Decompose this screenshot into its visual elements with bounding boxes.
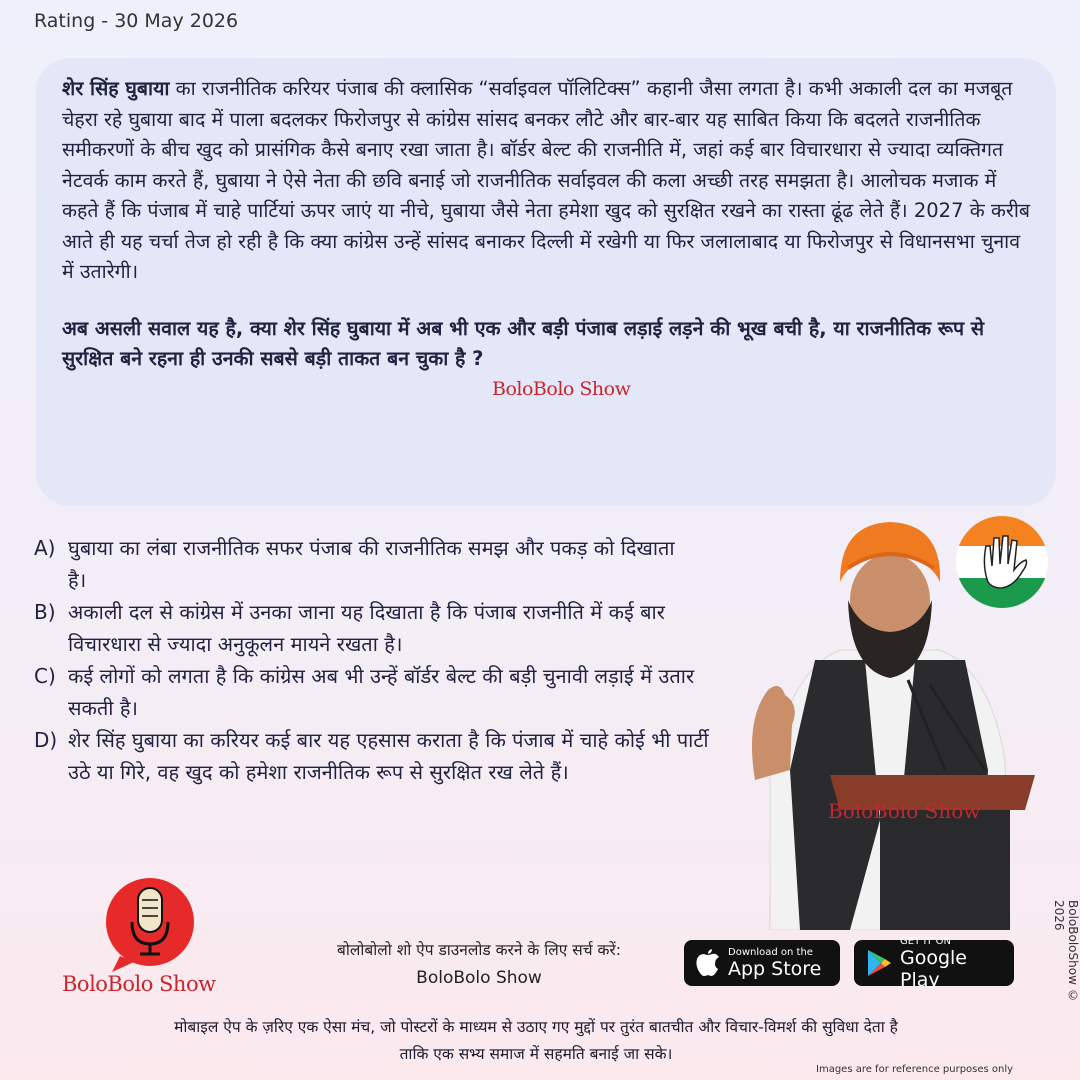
appstore-big-text: App Store: [728, 957, 822, 980]
tagline-line-1: मोबाइल ऐप के ज़रिए एक ऐसा मंच, जो पोस्टरों के माध्यम से उठाए गए मुद्दों पर तुरंत बातचीत और विचार-विमर्श की सुविधा देता है: [174, 1018, 898, 1036]
option-c[interactable]: [34, 660, 754, 724]
option-d[interactable]: [34, 724, 754, 788]
options-list: [34, 532, 754, 788]
tagline-line-2: ताकि एक सभ्य समाज में सहमति बनाई जा सके।: [399, 1045, 673, 1063]
article-watermark: BoloBolo Show: [492, 378, 631, 400]
article-card: [36, 58, 1056, 506]
bolobolo-logo-text: BoloBolo Show: [62, 972, 216, 996]
footer-tagline: [36, 1014, 1036, 1068]
option-text: अकाली दल से कांग्रेस में उनका जाना यह दिखाता है कि पंजाब राजनीति में कई बार विचारधारा से ज्यादा अनुकूलन मायने रखता है।: [68, 600, 665, 656]
apple-icon: [696, 949, 720, 977]
image-disclaimer: Images are for reference purposes only: [816, 1064, 1014, 1075]
appstore-small-text: Download on the: [728, 946, 813, 958]
rating-date: Rating - 30 May 2026: [34, 10, 239, 32]
option-a[interactable]: [34, 532, 754, 596]
option-text: घुबाया का लंबा राजनीतिक सफर पंजाब की राजनीतिक समझ और पकड़ को दिखाता है।: [68, 536, 675, 592]
article-question: अब असली सवाल यह है, क्या शेर सिंह घुबाया में अब भी एक और बड़ी पंजाब लड़ाई लड़ने की भूख बची है, या राजनीतिक रूप से सुरक्षित बने रहना ही उनकी सबसे बड़ी ताकत बन चुका है ?: [62, 316, 985, 370]
side-credit: BoloBoloShow © 2026: [1052, 900, 1080, 1003]
playstore-small-text: GET IT ON: [900, 935, 951, 947]
podium-watermark: BoloBolo Show: [828, 799, 981, 823]
app-name-text: BoloBolo Show: [416, 968, 542, 988]
party-hand-logo-icon: [956, 516, 1048, 608]
google-play-icon: [866, 949, 892, 977]
playstore-big-text: Google Play: [900, 946, 968, 991]
article-lead-name: शेर सिंह घुबाया: [62, 77, 170, 100]
option-text: शेर सिंह घुबाया का करियर कई बार यह एहसास कराता है कि पंजाब में चाहे कोई भी पार्टी उठे या गिरे, वह खुद को हमेशा राजनीतिक रूप से सुरक्षित रख लेते हैं।: [68, 728, 709, 784]
app-store-button[interactable]: [684, 940, 840, 986]
download-prompt: [296, 936, 662, 992]
option-letter: D): [34, 728, 58, 752]
option-letter: C): [34, 664, 56, 688]
option-text: कई लोगों को लगता है कि कांग्रेस अब भी उन्हें बॉर्डर बेल्ट की बड़ी चुनावी लड़ाई में उतार सकती है।: [68, 664, 695, 720]
search-prompt-text: बोलोबोलो शो ऐप डाउनलोड करने के लिए सर्च करें:: [337, 941, 621, 959]
article-body: [62, 74, 1030, 288]
option-letter: B): [34, 600, 56, 624]
article-body-text: का राजनीतिक करियर पंजाब की क्लासिक “सर्वाइवल पॉलिटिक्स” कहानी जैसा लगता है। कभी अकाली दल का मजबूत चेहरा रहे घुबाया बाद में पाला बदलकर फिरोजपुर से कांग्रेस सांसद बनकर लौटे और बार-बार यह साबित किया कि बदलते राजनीतिक समीकरणों के बीच खुद को प्रासंगिक कैसे बनाए रखा जाता है। बॉर्डर बेल्ट की राजनीति में, जहां कई बार विचारधारा से ज्यादा व्यक्तिगत नेटवर्क काम करते हैं, घुबाया ने ऐसे नेता की छवि बनाई जो राजनीतिक सर्वाइवल की कला अच्छी तरह समझता है। आलोचक मजाक में कहते हैं कि पंजाब में चाहे पार्टियां ऊपर जाएं या नीचे, घुबाया जैसे नेता हमेशा खुद को सुरक्षित रखने का रास्ता ढूंढ लेते हैं। 2027 के करीब आते ही यह चर्चा तेज हो रही है कि क्या कांग्रेस उन्हें सांसद बनाकर दिल्ली में रखेगी या फिर जलालाबाद या फिरोजपुर से विधानसभा चुनाव में उतारेगी।: [62, 77, 1031, 283]
option-letter: A): [34, 536, 56, 560]
google-play-button[interactable]: [854, 935, 1014, 991]
option-b[interactable]: [34, 596, 754, 660]
